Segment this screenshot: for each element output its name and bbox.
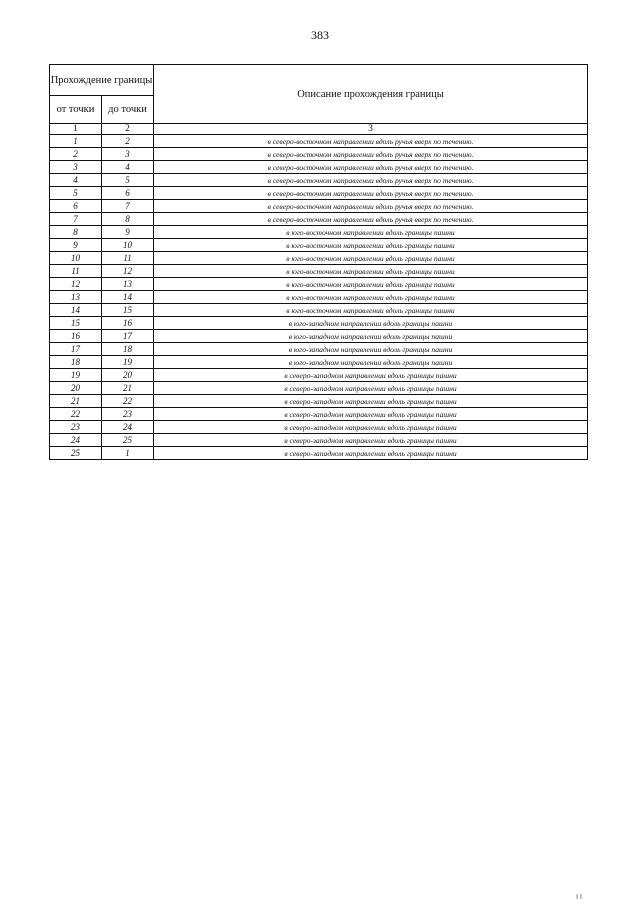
description-cell: в северо-восточном направлении вдоль ручья вверх по течению.: [154, 200, 588, 213]
from-point-cell: 19: [50, 369, 102, 382]
to-point-cell: 4: [102, 161, 154, 174]
table-row: [50, 135, 588, 148]
to-point-cell: 15: [102, 304, 154, 317]
to-point-cell: 5: [102, 174, 154, 187]
table-row: [50, 148, 588, 161]
table-row: [50, 395, 588, 408]
from-point-cell: 25: [50, 447, 102, 460]
column-number: 2: [102, 124, 154, 135]
description-cell: в юго-восточном направлении вдоль границы пашни: [154, 239, 588, 252]
description-cell: в юго-западном направлении вдоль границы пашни: [154, 330, 588, 343]
to-point-cell: 24: [102, 421, 154, 434]
description-cell: в юго-восточном направлении вдоль границы пашни: [154, 265, 588, 278]
table-row: [50, 382, 588, 395]
table-row: [50, 369, 588, 382]
table-body: [50, 124, 588, 460]
description-cell: в северо-восточном направлении вдоль ручья вверх по течению.: [154, 213, 588, 226]
table-row: [50, 278, 588, 291]
description-cell: в северо-западном направлении вдоль границы пашни: [154, 447, 588, 460]
to-point-cell: 18: [102, 343, 154, 356]
from-point-cell: 18: [50, 356, 102, 369]
from-point-cell: 9: [50, 239, 102, 252]
to-point-cell: 13: [102, 278, 154, 291]
from-point-cell: 1: [50, 135, 102, 148]
table-row: [50, 343, 588, 356]
to-point-cell: 21: [102, 382, 154, 395]
corner-mark: I I: [576, 894, 582, 901]
from-point-cell: 20: [50, 382, 102, 395]
description-cell: в юго-восточном направлении вдоль границы пашни: [154, 252, 588, 265]
to-point-cell: 9: [102, 226, 154, 239]
boundary-table: [49, 64, 588, 460]
description-cell: в северо-западном направлении вдоль границы пашни: [154, 382, 588, 395]
description-cell: в северо-западном направлении вдоль границы пашни: [154, 369, 588, 382]
description-cell: в северо-восточном направлении вдоль ручья вверх по течению.: [154, 174, 588, 187]
column-number: 1: [50, 124, 102, 135]
header-description: Описание прохождения границы: [154, 65, 588, 124]
to-point-cell: 6: [102, 187, 154, 200]
description-cell: в юго-восточном направлении вдоль границы пашни: [154, 226, 588, 239]
description-cell: в северо-западном направлении вдоль границы пашни: [154, 421, 588, 434]
header-boundary-passage: Прохождение границы: [50, 65, 154, 96]
from-point-cell: 22: [50, 408, 102, 421]
description-cell: в северо-восточном направлении вдоль ручья вверх по течению.: [154, 161, 588, 174]
column-number-row: [50, 124, 588, 135]
from-point-cell: 11: [50, 265, 102, 278]
to-point-cell: 22: [102, 395, 154, 408]
from-point-cell: 10: [50, 252, 102, 265]
from-point-cell: 17: [50, 343, 102, 356]
to-point-cell: 1: [102, 447, 154, 460]
header-from-point: от точки: [50, 96, 102, 124]
description-cell: в северо-восточном направлении вдоль ручья вверх по течению.: [154, 135, 588, 148]
from-point-cell: 3: [50, 161, 102, 174]
table-row: [50, 356, 588, 369]
to-point-cell: 25: [102, 434, 154, 447]
description-cell: в северо-западном направлении вдоль границы пашни: [154, 408, 588, 421]
table-row: [50, 421, 588, 434]
from-point-cell: 5: [50, 187, 102, 200]
to-point-cell: 19: [102, 356, 154, 369]
description-cell: в юго-восточном направлении вдоль границы пашни: [154, 304, 588, 317]
description-cell: в северо-восточном направлении вдоль ручья вверх по течению.: [154, 148, 588, 161]
from-point-cell: 21: [50, 395, 102, 408]
description-cell: в юго-восточном направлении вдоль границы пашни: [154, 278, 588, 291]
from-point-cell: 14: [50, 304, 102, 317]
table-row: [50, 252, 588, 265]
table-row: [50, 447, 588, 460]
description-cell: в северо-восточном направлении вдоль ручья вверх по течению.: [154, 187, 588, 200]
to-point-cell: 16: [102, 317, 154, 330]
to-point-cell: 2: [102, 135, 154, 148]
to-point-cell: 8: [102, 213, 154, 226]
table-row: [50, 291, 588, 304]
table-row: [50, 174, 588, 187]
from-point-cell: 23: [50, 421, 102, 434]
table-row: [50, 187, 588, 200]
description-cell: в северо-западном направлении вдоль границы пашни: [154, 395, 588, 408]
to-point-cell: 23: [102, 408, 154, 421]
table-row: [50, 200, 588, 213]
from-point-cell: 6: [50, 200, 102, 213]
description-cell: в юго-восточном направлении вдоль границы пашни: [154, 291, 588, 304]
table-row: [50, 304, 588, 317]
to-point-cell: 17: [102, 330, 154, 343]
to-point-cell: 20: [102, 369, 154, 382]
from-point-cell: 15: [50, 317, 102, 330]
from-point-cell: 7: [50, 213, 102, 226]
description-cell: в северо-западном направлении вдоль границы пашни: [154, 434, 588, 447]
table-row: [50, 161, 588, 174]
table-row: [50, 434, 588, 447]
page-number: 383: [311, 28, 329, 42]
from-point-cell: 4: [50, 174, 102, 187]
to-point-cell: 12: [102, 265, 154, 278]
description-cell: в юго-западном направлении вдоль границы пашни: [154, 343, 588, 356]
description-cell: в юго-западном направлении вдоль границы пашни: [154, 317, 588, 330]
to-point-cell: 11: [102, 252, 154, 265]
to-point-cell: 10: [102, 239, 154, 252]
header-to-point: до точки: [102, 96, 154, 124]
from-point-cell: 16: [50, 330, 102, 343]
from-point-cell: 12: [50, 278, 102, 291]
to-point-cell: 7: [102, 200, 154, 213]
table-row: [50, 317, 588, 330]
column-number: 3: [154, 124, 588, 135]
table-row: [50, 239, 588, 252]
from-point-cell: 13: [50, 291, 102, 304]
from-point-cell: 2: [50, 148, 102, 161]
from-point-cell: 24: [50, 434, 102, 447]
table-row: [50, 330, 588, 343]
from-point-cell: 8: [50, 226, 102, 239]
table-row: [50, 265, 588, 278]
to-point-cell: 14: [102, 291, 154, 304]
table-row: [50, 213, 588, 226]
to-point-cell: 3: [102, 148, 154, 161]
description-cell: в юго-западном направлении вдоль границы пашни: [154, 356, 588, 369]
table-row: [50, 226, 588, 239]
table-row: [50, 408, 588, 421]
